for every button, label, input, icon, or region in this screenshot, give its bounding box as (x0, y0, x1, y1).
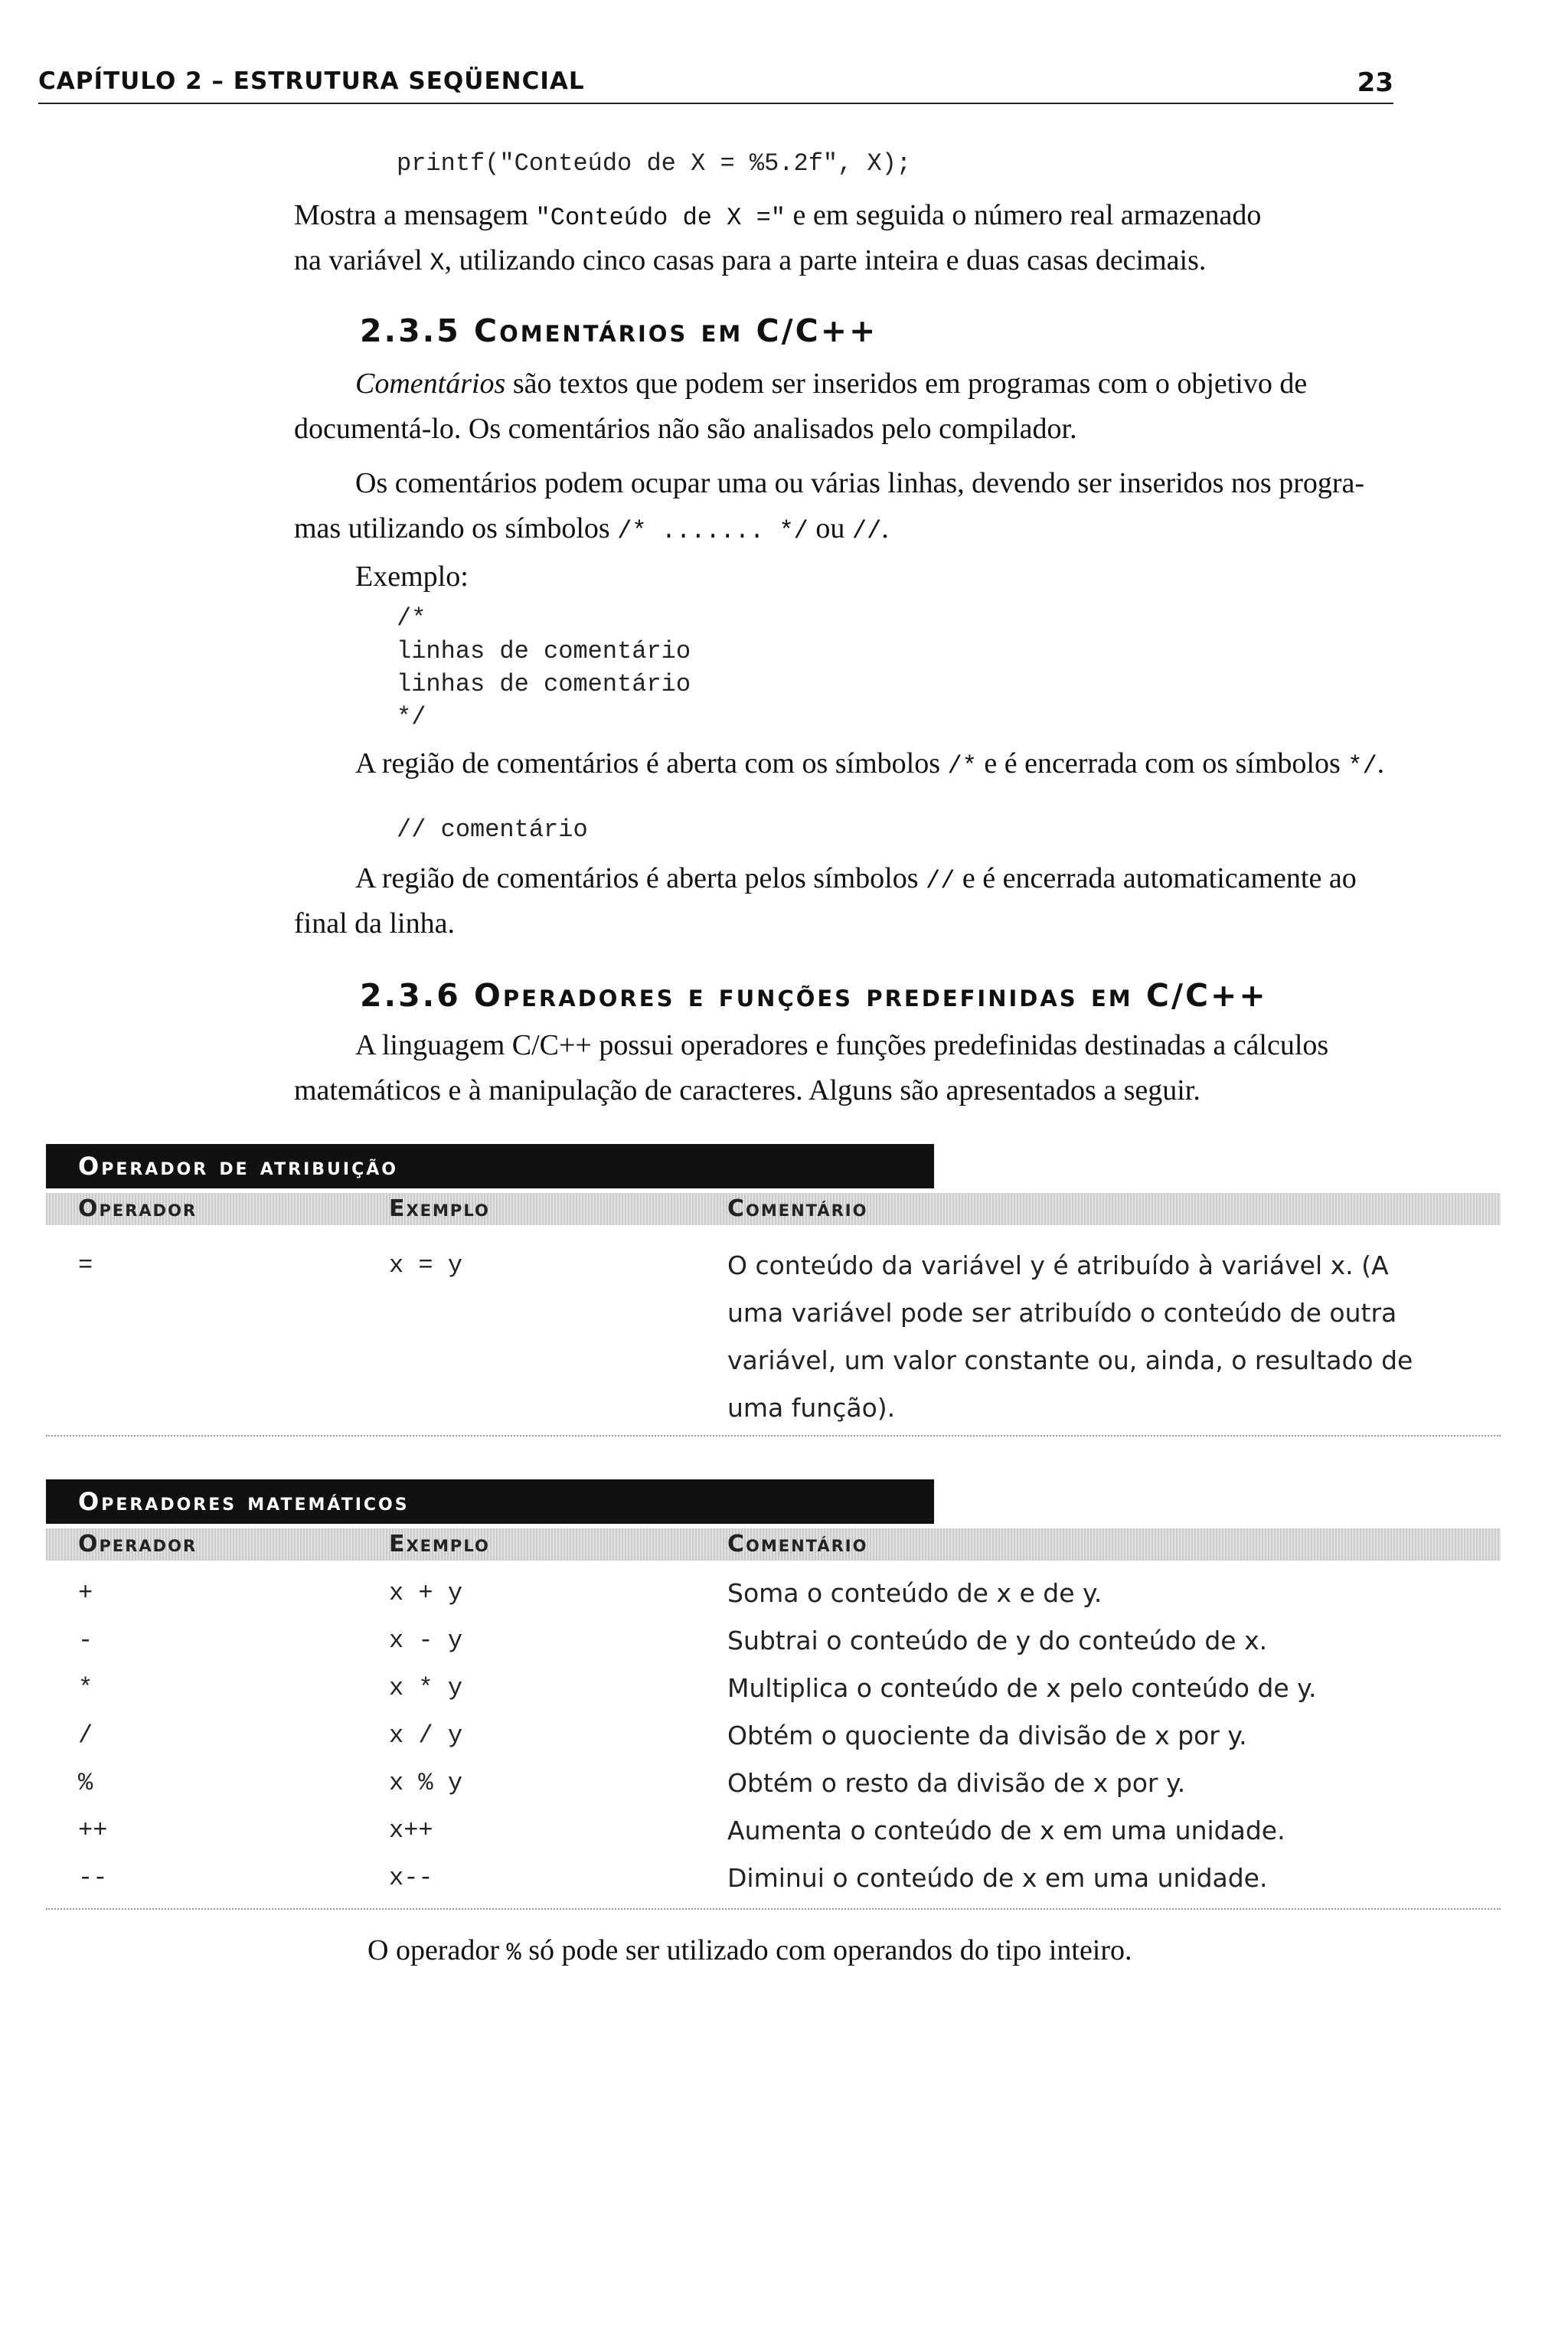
assign-comment-line: uma variável pode ser atribuído o conteúdo de outra (727, 1298, 1397, 1328)
table-divider (46, 1435, 1501, 1437)
math-example: x-- (389, 1864, 433, 1892)
math-operator: + (78, 1579, 93, 1607)
line-comment-code: // comentário (397, 815, 588, 844)
math-example: x++ (389, 1816, 433, 1845)
assign-comment-line: uma função). (727, 1393, 896, 1423)
math-comment: Soma o conteúdo de x e de y. (727, 1578, 1102, 1608)
header-rule (38, 103, 1393, 104)
example-code-line: linhas de comentário (397, 637, 691, 665)
math-comment: Multiplica o conteúdo de x pelo conteúdo de y. (727, 1673, 1317, 1703)
section-236-title: 2.3.6 Operadores e funções predefinidas em C/C++ (360, 977, 1268, 1014)
math-operator: * (78, 1674, 93, 1702)
col-header-operator: Operador (78, 1195, 198, 1222)
math-operator: -- (78, 1864, 108, 1892)
math-comment: Aumenta o conteúdo de x em uma unidade. (727, 1816, 1285, 1845)
col-header-example: Exemplo (389, 1531, 490, 1557)
running-head (38, 67, 1393, 104)
assign-comment-line: O conteúdo da variável y é atribuído à variável x. (A (727, 1250, 1389, 1280)
printf-desc-line1: Mostra a mensagem "Conteúdo de X =" e em seguida o número real armazenado (294, 199, 1262, 232)
s235-p1-line2: documentá-lo. Os comentários não são analisados pelo compilador. (294, 413, 1077, 445)
math-example: x % y (389, 1769, 463, 1797)
s235-p4-line1: A região de comentários é aberta pelos símbolos // e é encerrada automaticamente ao (355, 862, 1357, 895)
s235-p1-line1: Comentários são textos que podem ser inseridos em programas com o objetivo de (355, 368, 1308, 400)
math-example: x + y (389, 1579, 463, 1607)
chapter-title: CAPÍTULO 2 – ESTRUTURA SEQÜENCIAL (38, 67, 585, 95)
s235-p4-line2: final da linha. (294, 907, 455, 940)
assign-operator: = (78, 1251, 93, 1280)
math-table-header (46, 1528, 1501, 1561)
math-comment: Obtém o quociente da divisão de x por y. (727, 1721, 1247, 1750)
assign-comment-line: variável, um valor constante ou, ainda, o resultado de (727, 1345, 1413, 1375)
math-comment: Diminui o conteúdo de x em uma unidade. (727, 1863, 1268, 1893)
math-operator: % (78, 1769, 93, 1797)
assign-table-header (46, 1193, 1501, 1225)
math-table-banner: Operadores matemáticos (46, 1479, 934, 1524)
printf-desc-line2: na variável X, utilizando cinco casas para a parte inteira e duas casas decimais. (294, 244, 1207, 277)
s236-p1-line1: A linguagem C/C++ possui operadores e funções predefinidas destinadas a cálculos (355, 1029, 1329, 1061)
s235-p2-line1: Os comentários podem ocupar uma ou várias linhas, devendo ser inseridos nos progra- (355, 467, 1365, 499)
example-code-line: linhas de comentário (397, 670, 691, 698)
section-235-title: 2.3.5 Comentários em C/C++ (360, 312, 878, 349)
math-operator: / (78, 1721, 93, 1750)
example-label: Exemplo: (355, 561, 469, 593)
col-header-operator: Operador (78, 1531, 198, 1557)
s235-p3: A região de comentários é aberta com os símbolos /* e é encerrada com os símbolos */. (355, 747, 1385, 780)
assign-table-banner: Operador de atribuição (46, 1144, 934, 1188)
col-header-comment: Comentário (727, 1195, 868, 1222)
math-example: x - y (389, 1626, 463, 1655)
math-comment: Subtrai o conteúdo de y do conteúdo de x. (727, 1626, 1268, 1656)
example-code-line: */ (397, 703, 426, 731)
math-example: x * y (389, 1674, 463, 1702)
math-comment: Obtém o resto da divisão de x por y. (727, 1768, 1186, 1798)
printf-code: printf("Conteúdo de X = %5.2f", X); (397, 149, 912, 178)
modulo-note: O operador % só pode ser utilizado com operandos do tipo inteiro. (368, 1934, 1132, 1967)
assign-example: x = y (389, 1251, 463, 1280)
page-number: 23 (1357, 67, 1393, 98)
col-header-example: Exemplo (389, 1195, 490, 1222)
math-example: x / y (389, 1721, 463, 1750)
math-operator: ++ (78, 1816, 108, 1845)
s236-p1-line2: matemáticos e à manipulação de caracteres. Alguns são apresentados a seguir. (294, 1074, 1200, 1106)
math-operator: - (78, 1626, 93, 1655)
s235-p2-line2: mas utilizando os símbolos /* ....... */ ou //. (294, 512, 889, 545)
table-divider (46, 1908, 1501, 1910)
col-header-comment: Comentário (727, 1531, 868, 1557)
example-code-line: /* (397, 604, 426, 632)
